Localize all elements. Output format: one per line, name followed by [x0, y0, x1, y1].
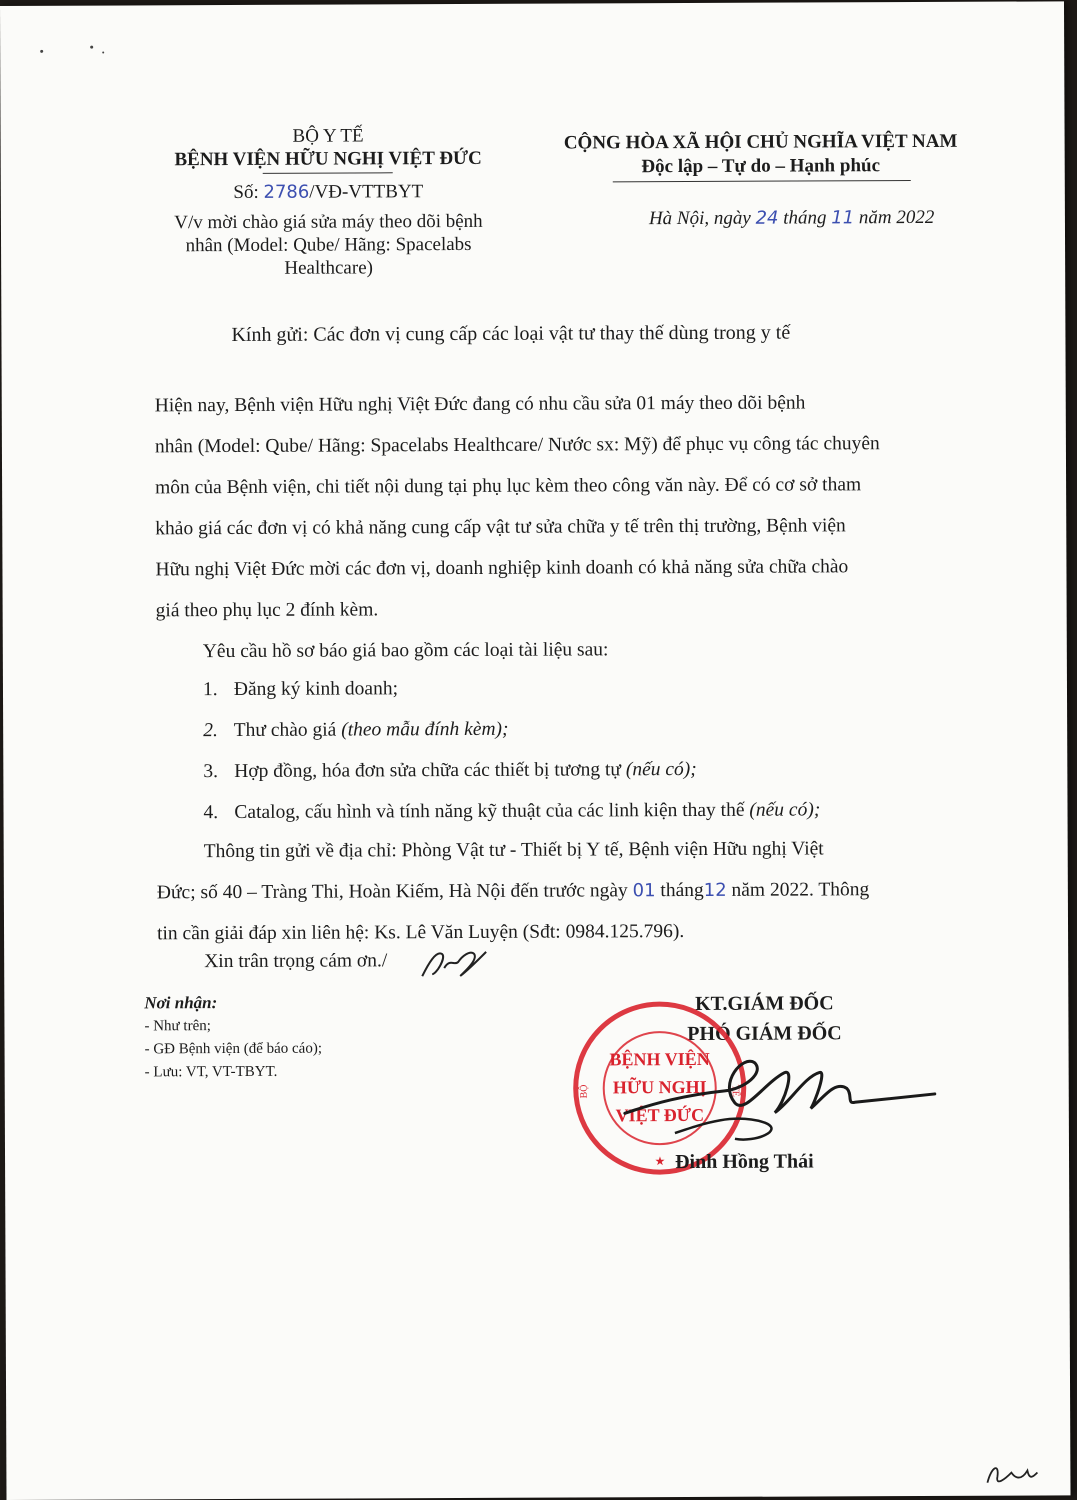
item-note: (nếu có);: [625, 758, 697, 781]
seal-star-icon: ★: [654, 1154, 666, 1169]
document-subject: [151, 210, 506, 281]
receiver-item: - Lưu: VT, VT-TBYT.: [144, 1063, 278, 1081]
item-text: Catalog, cấu hình và tính năng kỹ thuật của các linh kiện thay thế: [234, 799, 750, 823]
motto-underline: [613, 180, 911, 182]
seal-side-mark: TẾ: [729, 1084, 741, 1097]
scan-speck: [102, 52, 104, 54]
requirements-intro: Yêu cầu hồ sơ báo giá bao gồm các loại tài liệu sau:: [202, 639, 609, 663]
item-text: Hợp đồng, hóa đơn sửa chữa các thiết bị tương tự: [234, 759, 626, 782]
date-month-label: tháng: [783, 207, 827, 229]
receivers-title: Nơi nhận:: [144, 993, 218, 1013]
handwritten-deadline-month: 12: [703, 879, 727, 901]
corner-initials: [981, 1456, 1041, 1492]
contact-text: tháng: [660, 879, 704, 902]
scan-speck: [90, 46, 93, 49]
receivers-block: [144, 990, 464, 1084]
document-page: [0, 1, 1071, 1500]
number-prefix: Số:: [233, 181, 259, 203]
list-item: [203, 666, 963, 710]
paragraph-line: nhân (Model: Qube/ Hãng: Spacelabs Healthcare/ Nước sx: Mỹ) để phục vụ công tác chuyên: [154, 433, 880, 458]
handwritten-day: 24: [755, 207, 779, 229]
list-item: [203, 789, 963, 833]
document-number: [151, 180, 506, 205]
national-motto: Độc lập – Tự do – Hạnh phúc: [641, 155, 881, 178]
subject-line: V/v mời chào giá sửa máy theo dõi bệnh: [174, 210, 483, 234]
closing-line: Xin trân trọng cám ơn./: [204, 950, 388, 973]
handwritten-number: 2786: [263, 181, 310, 203]
recipient-line: Kính gửi: Các đơn vị cung cấp các loại vật tư thay thế dùng trong y tế: [231, 321, 791, 346]
director-signature: [612, 1042, 946, 1163]
header-left-underline: [263, 172, 393, 174]
number-suffix: /VĐ-VTTBYT: [309, 181, 424, 203]
item-note: (theo mẫu đính kèm);: [341, 718, 509, 741]
seal-text-line: BỆNH VIỆN: [609, 1048, 710, 1070]
item-number: 1.: [202, 679, 218, 701]
signatory-name: Đinh Hồng Thái: [675, 1150, 814, 1174]
date-year: năm 2022: [858, 206, 935, 229]
item-number: 4.: [203, 802, 219, 824]
receiver-item: - Như trên;: [144, 1018, 211, 1035]
paragraph-line: khảo giá các đơn vị có khả năng cung cấp vật tư sửa chữa y tế trên thị trường, Bệnh viện: [155, 515, 846, 540]
date-prefix: Hà Nội, ngày: [648, 207, 751, 230]
contact-text: Đức; số 40 – Tràng Thi, Hoàn Kiếm, Hà Nội đến trước ngày: [156, 880, 628, 904]
handwritten-deadline-day: 01: [632, 880, 656, 902]
contact-line: [157, 869, 972, 914]
document-date: [649, 206, 1009, 231]
requirements-list: [203, 666, 964, 833]
list-item: [203, 748, 963, 792]
paragraph-line: môn của Bệnh viện, chi tiết nội dung tại phụ lục kèm theo công văn này. Để có cơ sở tham: [155, 474, 862, 499]
country-name: CỘNG HÒA XÃ HỘI CHỦ NGHĨA VIỆT NAM: [563, 130, 958, 154]
scan-speck: [40, 50, 43, 53]
paragraph-line: Hiện nay, Bệnh viện Hữu nghị Việt Đức đang có nhu cầu sửa 01 máy theo dõi bệnh: [154, 392, 806, 417]
item-note: (nếu có);: [749, 799, 821, 821]
seal-text-line: HỮU NGHỊ: [612, 1076, 707, 1098]
item-text: Thư chào giá: [233, 719, 342, 741]
paragraph-line: Hữu nghị Việt Đức mời các đơn vị, doanh nghiệp kinh doanh có khả năng sửa chữa chào: [155, 556, 849, 581]
subject-line: Healthcare): [284, 257, 373, 279]
list-item: [203, 707, 963, 751]
seal-side-mark: BỘ: [578, 1084, 590, 1099]
paragraph-line: giá theo phụ lục 2 đính kèm.: [155, 599, 379, 622]
handwritten-month: 11: [831, 207, 855, 229]
seal-text-line: VIỆT ĐỨC: [615, 1104, 705, 1126]
item-number: 2.: [203, 720, 218, 742]
receiver-item: - GĐ Bệnh viện (để báo cáo);: [144, 1040, 323, 1058]
contact-paragraph: [157, 828, 973, 955]
subject-line: nhân (Model: Qube/ Hãng: Spacelabs: [185, 233, 472, 257]
contact-text: năm 2022. Thông: [731, 879, 870, 901]
item-number: 3.: [203, 761, 219, 783]
main-paragraph: [155, 382, 971, 632]
item-text: Đăng ký kinh doanh;: [233, 678, 399, 700]
ministry-name: BỘ Y TẾ: [292, 125, 364, 147]
hospital-name: BỆNH VIỆN HỮU NGHỊ VIỆT ĐỨC: [174, 147, 482, 171]
contact-line: Thông tin gửi về địa chỉ: Phòng Vật tư - Thiết bị Y tế, Bệnh viện Hữu nghị Việt: [203, 838, 824, 863]
contact-line: tin cần giải đáp xin liên hệ: Ks. Lê Văn Luyện (Sđt: 0984.125.796).: [157, 921, 685, 945]
signature-title-2: PHÓ GIÁM ĐỐC: [687, 1022, 842, 1046]
signature-title-1: KT.GIÁM ĐỐC: [695, 992, 834, 1015]
initials-signature: [414, 944, 494, 984]
